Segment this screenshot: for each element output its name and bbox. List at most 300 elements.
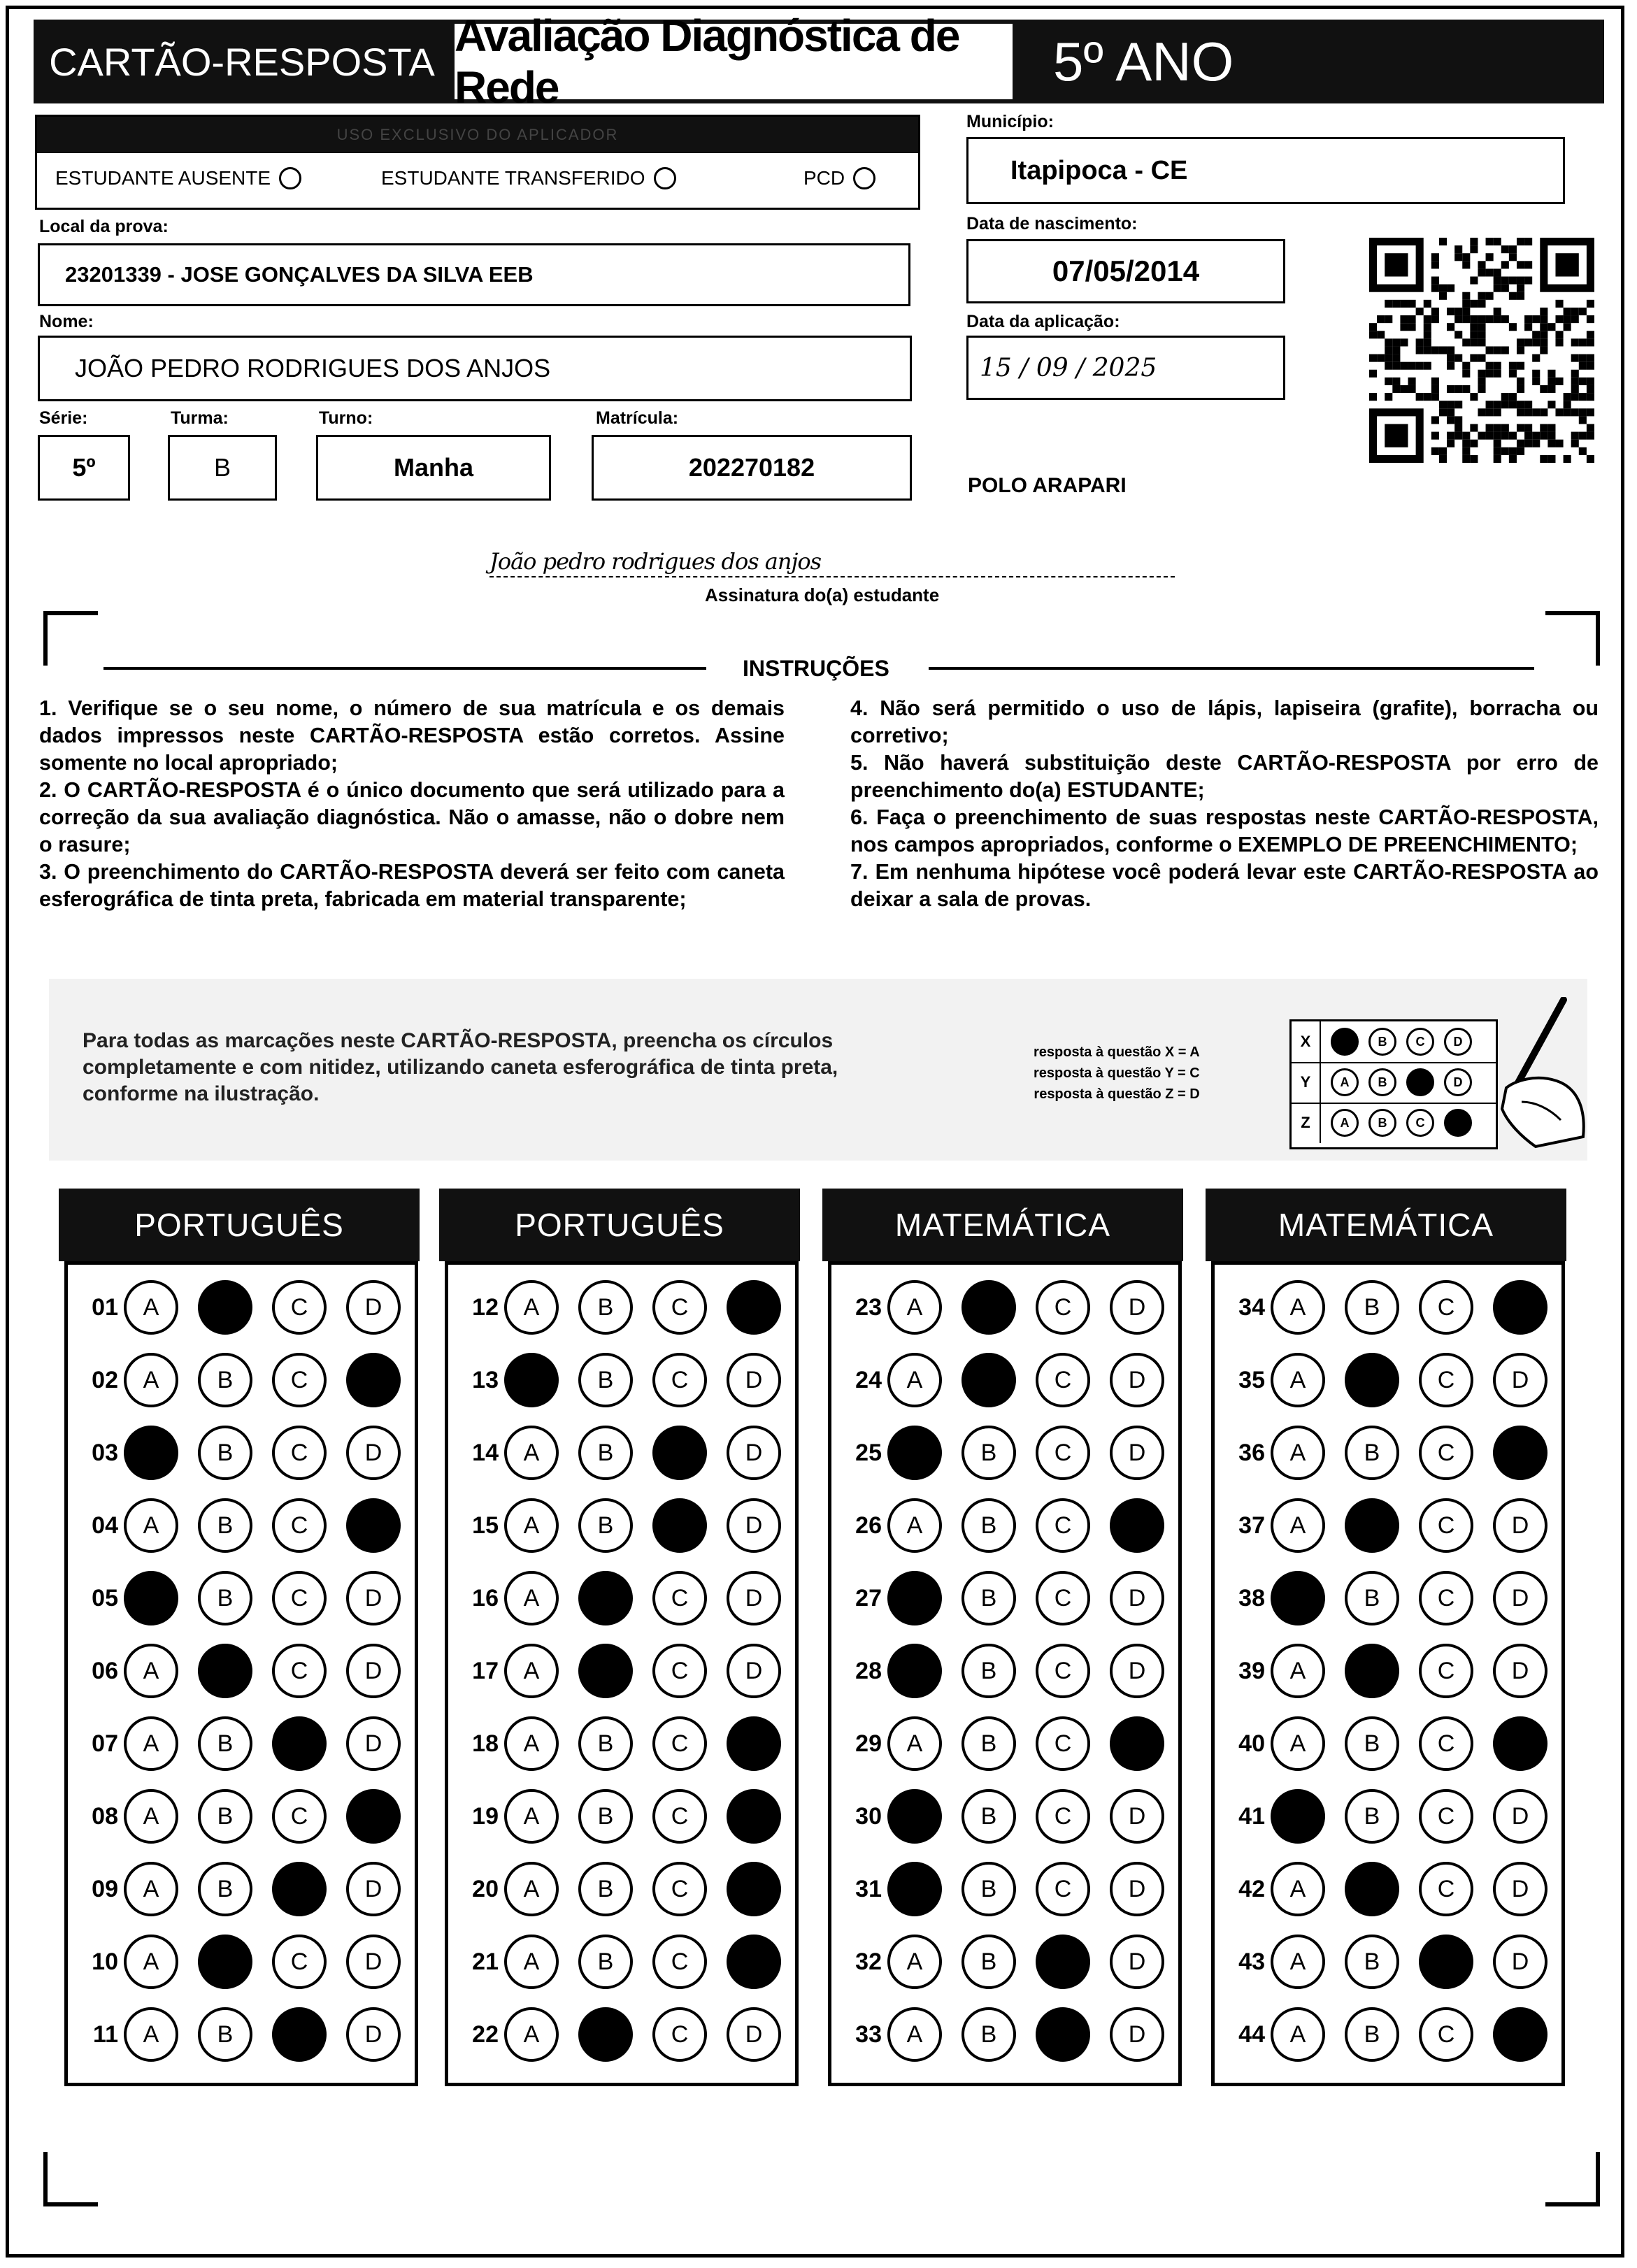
answer-bubble-d[interactable]: D xyxy=(1493,1862,1547,1916)
local-label: Local da prova: xyxy=(39,217,169,236)
question-row xyxy=(455,1639,801,1702)
signature-line[interactable] xyxy=(489,548,1175,577)
answer-bubble-d[interactable]: D xyxy=(727,1644,781,1698)
answer-bubble-a[interactable]: A xyxy=(504,1571,559,1625)
question-row xyxy=(75,2003,420,2066)
answer-bubble-a[interactable]: A xyxy=(504,1716,559,1771)
instructions-title: INSTRUÇÕES xyxy=(743,656,889,681)
answer-bubble-d[interactable]: D xyxy=(727,1426,781,1480)
legend-x: resposta à questão X = A xyxy=(1034,1045,1200,1060)
answer-bubble-c[interactable]: C xyxy=(1036,1716,1090,1771)
question-row xyxy=(838,1930,1184,1993)
answer-bubble-a[interactable]: A xyxy=(1271,1789,1325,1844)
answer-bubble-b[interactable]: B xyxy=(962,1426,1016,1480)
answer-bubble-a[interactable]: A xyxy=(504,1353,559,1407)
answer-bubble-a[interactable]: A xyxy=(504,1426,559,1480)
question-number: 43 xyxy=(1238,1948,1265,1975)
answer-bubble-b[interactable]: B xyxy=(578,1426,633,1480)
example-row xyxy=(1292,1021,1496,1063)
question-number: 26 xyxy=(855,1512,882,1539)
question-number: 03 xyxy=(92,1439,118,1466)
corner-mark xyxy=(43,2152,98,2206)
answer-bubble-d[interactable]: D xyxy=(346,1935,401,1989)
question-number: 27 xyxy=(855,1584,882,1612)
answer-bubble-b[interactable]: B xyxy=(578,1935,633,1989)
answer-bubble-c[interactable]: C xyxy=(1036,1644,1090,1698)
answer-bubble-b[interactable]: B xyxy=(198,2007,252,2062)
answer-bubble-a[interactable]: A xyxy=(1271,1498,1325,1553)
answer-bubble-b[interactable]: B xyxy=(578,1571,633,1625)
turno-value: Manha xyxy=(393,453,473,482)
answer-bubble-a[interactable]: A xyxy=(887,1716,942,1771)
question-number: 20 xyxy=(472,1875,499,1902)
answer-bubble-c[interactable]: C xyxy=(1419,1935,1473,1989)
question-row xyxy=(838,1421,1184,1484)
answer-bubble-a[interactable]: A xyxy=(1271,1426,1325,1480)
question-number: 28 xyxy=(855,1657,882,1684)
answer-bubble-d[interactable]: D xyxy=(1110,1862,1164,1916)
answer-bubble-c[interactable]: C xyxy=(1036,1862,1090,1916)
question-number: 35 xyxy=(1238,1366,1265,1393)
instruction-item: 2. O CARTÃO-RESPOSTA é o único documento que será utilizado para a correção da sua avaliação diagnóstica. Não o amasse, não o dobre nem o rasure; xyxy=(39,778,785,856)
answer-bubble-d[interactable]: D xyxy=(1110,1498,1164,1553)
answer-bubble-c[interactable]: C xyxy=(652,1353,707,1407)
answer-bubble-a[interactable]: A xyxy=(504,1280,559,1335)
answer-bubble-d[interactable]: D xyxy=(346,2007,401,2062)
answer-bubble-b[interactable]: B xyxy=(578,1862,633,1916)
answer-bubble-d[interactable]: D xyxy=(1493,1716,1547,1771)
answer-bubble-a[interactable]: A xyxy=(504,1498,559,1553)
answer-bubble-c[interactable]: C xyxy=(272,1862,327,1916)
answer-bubble-c[interactable]: C xyxy=(1036,1789,1090,1844)
answer-bubble-c[interactable]: C xyxy=(1419,1498,1473,1553)
answer-bubble-c[interactable]: C xyxy=(1036,1353,1090,1407)
answer-bubble-d[interactable]: D xyxy=(1110,1789,1164,1844)
question-number: 19 xyxy=(472,1802,499,1830)
answer-bubble-b[interactable]: B xyxy=(962,1716,1016,1771)
example-bubble: C xyxy=(1406,1109,1434,1137)
answer-bubble-b[interactable]: B xyxy=(198,1862,252,1916)
transferred-bubble[interactable] xyxy=(654,167,676,189)
answer-bubble-c[interactable]: C xyxy=(1036,1426,1090,1480)
answer-bubble-d[interactable]: D xyxy=(346,1353,401,1407)
answer-bubble-b[interactable]: B xyxy=(198,1716,252,1771)
question-row xyxy=(75,1712,420,1775)
answer-bubble-c[interactable]: C xyxy=(272,1644,327,1698)
pcd-option[interactable] xyxy=(803,167,875,189)
answer-bubble-c[interactable]: C xyxy=(272,1280,327,1335)
answer-bubble-b[interactable]: B xyxy=(578,1789,633,1844)
answer-bubble-b[interactable]: B xyxy=(1345,1280,1399,1335)
answer-bubble-d[interactable]: D xyxy=(727,1716,781,1771)
turma-label: Turma: xyxy=(171,408,229,428)
answer-bubble-a[interactable]: A xyxy=(504,2007,559,2062)
instruction-item: 5. Não haverá substituição deste CARTÃO-RESPOSTA por erro de preenchimento do(a) ESTUDANTE; xyxy=(850,751,1599,802)
answer-bubble-c[interactable]: C xyxy=(1036,1280,1090,1335)
answer-bubble-a[interactable]: A xyxy=(887,1644,942,1698)
question-row xyxy=(838,1639,1184,1702)
question-number: 14 xyxy=(472,1439,499,1466)
answer-bubble-a[interactable]: A xyxy=(124,1498,178,1553)
question-number: 33 xyxy=(855,2021,882,2048)
answer-bubble-a[interactable]: A xyxy=(124,1280,178,1335)
answer-bubble-a[interactable]: A xyxy=(1271,1353,1325,1407)
nascimento-field xyxy=(966,239,1285,303)
answer-bubble-c[interactable]: C xyxy=(652,1716,707,1771)
serie-field xyxy=(38,435,130,501)
answer-bubble-c[interactable]: C xyxy=(272,1353,327,1407)
answer-bubble-a[interactable]: A xyxy=(887,2007,942,2062)
answer-bubble-c[interactable]: C xyxy=(1419,1426,1473,1480)
answer-bubble-b[interactable]: B xyxy=(198,1789,252,1844)
answer-bubble-d[interactable]: D xyxy=(1110,1280,1164,1335)
question-number: 25 xyxy=(855,1439,882,1466)
answer-bubble-d[interactable]: D xyxy=(346,1280,401,1335)
answer-bubble-d[interactable]: D xyxy=(727,1862,781,1916)
example-bubble: B xyxy=(1368,1028,1396,1056)
serie-label: Série: xyxy=(39,408,88,428)
answer-bubble-b[interactable]: B xyxy=(198,1280,252,1335)
answer-bubble-a[interactable]: A xyxy=(1271,1862,1325,1916)
pcd-bubble[interactable] xyxy=(853,167,875,189)
fill-example-text: Para todas as marcações neste CARTÃO-RESPOSTA, preencha os círculos completamente e com nitidez, utilizando caneta esferográfica de tinta preta, conforme na ilustração. xyxy=(83,1029,838,1105)
question-row xyxy=(455,1421,801,1484)
answer-bubble-c[interactable]: C xyxy=(272,1426,327,1480)
answer-bubble-b[interactable]: B xyxy=(1345,1716,1399,1771)
answer-bubble-c[interactable]: C xyxy=(272,1935,327,1989)
answer-bubble-a[interactable]: A xyxy=(887,1498,942,1553)
example-row-label: Z xyxy=(1292,1103,1321,1143)
answer-bubble-d[interactable]: D xyxy=(1493,1353,1547,1407)
question-row xyxy=(1222,1349,1567,1412)
answer-bubble-b[interactable]: B xyxy=(962,1935,1016,1989)
question-row xyxy=(455,1930,801,1993)
answer-bubble-c[interactable]: C xyxy=(1419,1280,1473,1335)
question-number: 07 xyxy=(92,1730,118,1757)
answer-bubble-c[interactable]: C xyxy=(272,1571,327,1625)
answer-bubble-c[interactable]: C xyxy=(1419,1644,1473,1698)
answer-bubble-b[interactable]: B xyxy=(578,1716,633,1771)
question-number: 21 xyxy=(472,1948,499,1975)
answer-bubble-c[interactable]: C xyxy=(652,1644,707,1698)
answer-bubble-a[interactable]: A xyxy=(124,2007,178,2062)
absent-bubble[interactable] xyxy=(279,167,301,189)
example-row xyxy=(1292,1103,1496,1143)
legend-z: resposta à questão Z = D xyxy=(1034,1086,1200,1102)
question-row xyxy=(455,1567,801,1630)
answer-bubble-a[interactable]: A xyxy=(504,1644,559,1698)
question-number: 29 xyxy=(855,1730,882,1757)
municipio-label: Município: xyxy=(966,112,1054,131)
answer-bubble-d[interactable]: D xyxy=(1110,1716,1164,1771)
answer-bubble-d[interactable]: D xyxy=(1493,1426,1547,1480)
answer-bubble-d[interactable]: D xyxy=(346,1498,401,1553)
question-row xyxy=(838,2003,1184,2066)
grade-title: 5º ANO xyxy=(1017,20,1604,103)
answer-bubble-c[interactable]: C xyxy=(652,1789,707,1844)
example-bubble: D xyxy=(1444,1109,1472,1137)
answer-bubble-b[interactable]: B xyxy=(1345,1571,1399,1625)
answer-bubble-b[interactable]: B xyxy=(578,1280,633,1335)
answer-bubble-a[interactable]: A xyxy=(504,1935,559,1989)
question-row xyxy=(75,1858,420,1921)
answer-bubble-d[interactable]: D xyxy=(346,1571,401,1625)
card-title: CARTÃO-RESPOSTA xyxy=(34,20,450,103)
answer-bubble-b[interactable]: B xyxy=(1345,1789,1399,1844)
answer-bubble-c[interactable]: C xyxy=(272,2007,327,2062)
question-number: 01 xyxy=(92,1293,118,1321)
question-row xyxy=(75,1421,420,1484)
question-row xyxy=(455,1858,801,1921)
answer-bubble-a[interactable]: A xyxy=(887,1353,942,1407)
question-row xyxy=(75,1349,420,1412)
answer-bubble-a[interactable]: A xyxy=(887,1935,942,1989)
answer-bubble-a[interactable]: A xyxy=(124,1426,178,1480)
answer-bubble-b[interactable]: B xyxy=(1345,1862,1399,1916)
answer-bubble-d[interactable]: D xyxy=(727,1498,781,1553)
local-field xyxy=(38,243,910,306)
question-row xyxy=(838,1349,1184,1412)
question-number: 10 xyxy=(92,1948,118,1975)
answer-bubble-a[interactable]: A xyxy=(887,1789,942,1844)
answer-bubble-b[interactable]: B xyxy=(198,1498,252,1553)
answer-bubble-c[interactable]: C xyxy=(1036,1571,1090,1625)
aplicacao-field[interactable] xyxy=(966,336,1285,400)
question-row xyxy=(838,1858,1184,1921)
answer-bubble-d[interactable]: D xyxy=(346,1716,401,1771)
answer-bubble-c[interactable]: C xyxy=(1036,2007,1090,2062)
matricula-label: Matrícula: xyxy=(596,408,679,428)
answer-bubble-a[interactable]: A xyxy=(1271,1644,1325,1698)
answer-bubble-b[interactable]: B xyxy=(962,2007,1016,2062)
example-bubble: A xyxy=(1331,1068,1359,1096)
answer-bubble-d[interactable]: D xyxy=(727,1571,781,1625)
answer-bubble-d[interactable]: D xyxy=(1110,1426,1164,1480)
answer-bubble-d[interactable]: D xyxy=(727,1280,781,1335)
question-number: 04 xyxy=(92,1512,118,1539)
answer-bubble-d[interactable]: D xyxy=(1493,1571,1547,1625)
answer-bubble-c[interactable]: C xyxy=(1036,1935,1090,1989)
question-row xyxy=(75,1930,420,1993)
question-row xyxy=(75,1785,420,1848)
subject-header: PORTUGUÊS xyxy=(439,1189,800,1261)
answer-bubble-a[interactable]: A xyxy=(124,1789,178,1844)
answer-bubble-a[interactable]: A xyxy=(887,1280,942,1335)
question-number: 36 xyxy=(1238,1439,1265,1466)
question-number: 38 xyxy=(1238,1584,1265,1612)
example-bubble: B xyxy=(1368,1068,1396,1096)
answer-bubble-c[interactable]: C xyxy=(652,1935,707,1989)
answer-bubble-d[interactable]: D xyxy=(727,2007,781,2062)
local-value: 23201339 - JOSE GONÇALVES DA SILVA EEB xyxy=(65,262,534,287)
answer-bubble-b[interactable]: B xyxy=(198,1353,252,1407)
answer-bubble-c[interactable]: C xyxy=(652,1571,707,1625)
instruction-item: 3. O preenchimento do CARTÃO-RESPOSTA deverá ser feito com caneta esferográfica de tinta preta, fabricada em material transparente; xyxy=(39,860,785,911)
answer-bubble-c[interactable]: C xyxy=(652,1862,707,1916)
answer-bubble-a[interactable]: A xyxy=(887,1862,942,1916)
answer-bubble-d[interactable]: D xyxy=(1493,1789,1547,1844)
question-row xyxy=(838,1712,1184,1775)
answer-bubble-d[interactable]: D xyxy=(727,1353,781,1407)
question-number: 09 xyxy=(92,1875,118,1902)
question-number: 39 xyxy=(1238,1657,1265,1684)
example-row-label: Y xyxy=(1292,1062,1321,1103)
legend-y: resposta à questão Y = C xyxy=(1034,1065,1200,1081)
answer-bubble-d[interactable]: D xyxy=(1493,1644,1547,1698)
subject-header: PORTUGUÊS xyxy=(59,1189,420,1261)
nome-field xyxy=(38,336,912,401)
instruction-item: 1. Verifique se o seu nome, o número de sua matrícula e os demais dados impressos neste CARTÃO-RESPOSTA estão corretos. Assine somente no local apropriado; xyxy=(39,696,785,775)
answer-bubble-b[interactable]: B xyxy=(1345,2007,1399,2062)
answer-bubble-a[interactable]: A xyxy=(124,1716,178,1771)
answer-bubble-b[interactable]: B xyxy=(962,1498,1016,1553)
divider xyxy=(929,667,1534,670)
qr-code xyxy=(1369,238,1594,463)
answer-bubble-d[interactable]: D xyxy=(346,1789,401,1844)
answer-bubble-b[interactable]: B xyxy=(962,1353,1016,1407)
answer-bubble-a[interactable]: A xyxy=(124,1862,178,1916)
instruction-item: 4. Não será permitido o uso de lápis, lapiseira (grafite), borracha ou corretivo; xyxy=(850,696,1599,747)
answer-bubble-b[interactable]: B xyxy=(198,1644,252,1698)
instructions-right xyxy=(850,695,1599,913)
answer-bubble-c[interactable]: C xyxy=(652,2007,707,2062)
answer-bubble-d[interactable]: D xyxy=(727,1935,781,1989)
nome-value: JOÃO PEDRO RODRIGUES DOS ANJOS xyxy=(75,354,551,382)
answer-bubble-b[interactable]: B xyxy=(1345,1644,1399,1698)
answer-bubble-b[interactable]: B xyxy=(578,1353,633,1407)
aplicacao-label: Data da aplicação: xyxy=(966,312,1120,331)
answer-bubble-a[interactable]: A xyxy=(124,1353,178,1407)
answer-bubble-b[interactable]: B xyxy=(198,1426,252,1480)
pen-hand-icon xyxy=(1494,997,1592,1158)
example-bubble: A xyxy=(1331,1109,1359,1137)
absent-option[interactable] xyxy=(55,167,301,189)
question-row xyxy=(1222,1930,1567,1993)
question-row xyxy=(455,2003,801,2066)
answer-bubble-d[interactable]: D xyxy=(1110,1935,1164,1989)
transferred-option[interactable] xyxy=(381,167,676,189)
answer-bubble-b[interactable]: B xyxy=(962,1644,1016,1698)
answer-bubble-b[interactable]: B xyxy=(198,1571,252,1625)
question-row xyxy=(455,1712,801,1775)
serie-value: 5º xyxy=(72,453,96,482)
answer-panel xyxy=(828,1261,1182,2086)
answer-bubble-c[interactable]: C xyxy=(652,1498,707,1553)
polo-label: POLO ARAPARI xyxy=(968,474,1127,497)
answer-bubble-d[interactable]: D xyxy=(346,1426,401,1480)
answer-panel xyxy=(1211,1261,1565,2086)
answer-bubble-d[interactable]: D xyxy=(1110,1571,1164,1625)
answer-bubble-a[interactable]: A xyxy=(887,1571,942,1625)
answer-bubble-a[interactable]: A xyxy=(1271,1280,1325,1335)
nome-label: Nome: xyxy=(39,312,94,331)
question-number: 30 xyxy=(855,1802,882,1830)
answer-bubble-b[interactable]: B xyxy=(578,1644,633,1698)
example-row xyxy=(1292,1062,1496,1104)
question-number: 22 xyxy=(472,2021,499,2048)
example-bubble: C xyxy=(1406,1068,1434,1096)
answer-bubble-b[interactable]: B xyxy=(1345,1498,1399,1553)
instructions-left xyxy=(39,695,785,913)
answer-bubble-d[interactable]: D xyxy=(1493,2007,1547,2062)
answer-bubble-b[interactable]: B xyxy=(962,1571,1016,1625)
answer-bubble-d[interactable]: D xyxy=(1493,1280,1547,1335)
answer-bubble-b[interactable]: B xyxy=(198,1935,252,1989)
answer-bubble-d[interactable]: D xyxy=(1110,2007,1164,2062)
answer-bubble-b[interactable]: B xyxy=(1345,1426,1399,1480)
answer-bubble-c[interactable]: C xyxy=(1419,1716,1473,1771)
instruction-item: 7. Em nenhuma hipótese você poderá levar este CARTÃO-RESPOSTA ao deixar a sala de provas. xyxy=(850,860,1599,911)
answer-bubble-b[interactable]: B xyxy=(1345,1353,1399,1407)
answer-bubble-a[interactable]: A xyxy=(887,1426,942,1480)
example-bubble: B xyxy=(1368,1109,1396,1137)
question-row xyxy=(75,1567,420,1630)
answer-bubble-a[interactable]: A xyxy=(124,1935,178,1989)
answer-bubble-c[interactable]: C xyxy=(272,1716,327,1771)
answer-bubble-c[interactable]: C xyxy=(1419,1571,1473,1625)
question-row xyxy=(838,1276,1184,1339)
answer-bubble-a[interactable]: A xyxy=(504,1862,559,1916)
answer-bubble-d[interactable]: D xyxy=(1110,1353,1164,1407)
question-number: 44 xyxy=(1238,2021,1265,2048)
answer-bubble-b[interactable]: B xyxy=(578,2007,633,2062)
answer-bubble-d[interactable]: D xyxy=(1493,1498,1547,1553)
nascimento-value: 07/05/2014 xyxy=(1052,254,1200,287)
answer-bubble-d[interactable]: D xyxy=(1493,1935,1547,1989)
answer-bubble-c[interactable]: C xyxy=(1419,1862,1473,1916)
nascimento-label: Data de nascimento: xyxy=(966,214,1138,234)
answer-bubble-c[interactable]: C xyxy=(652,1280,707,1335)
answer-panel xyxy=(64,1261,418,2086)
answer-bubble-b[interactable]: B xyxy=(1345,1935,1399,1989)
instruction-item: 6. Faça o preenchimento de suas respostas neste CARTÃO-RESPOSTA, nos campos apropriados, conforme o EXEMPLO DE PREENCHIMENTO; xyxy=(850,805,1599,856)
question-row xyxy=(1222,1567,1567,1630)
aplicacao-value: 15 / 09 / 2025 xyxy=(980,353,1157,382)
answer-bubble-a[interactable]: A xyxy=(124,1644,178,1698)
answer-bubble-a[interactable]: A xyxy=(504,1789,559,1844)
answer-bubble-b[interactable]: B xyxy=(962,1862,1016,1916)
answer-bubble-a[interactable]: A xyxy=(124,1571,178,1625)
answer-bubble-a[interactable]: A xyxy=(1271,1571,1325,1625)
question-row xyxy=(455,1276,801,1339)
question-number: 08 xyxy=(92,1802,118,1830)
answer-bubble-b[interactable]: B xyxy=(962,1280,1016,1335)
answer-bubble-c[interactable]: C xyxy=(272,1498,327,1553)
question-number: 41 xyxy=(1238,1802,1265,1830)
question-number: 17 xyxy=(472,1657,499,1684)
answer-bubble-c[interactable]: C xyxy=(272,1789,327,1844)
answer-bubble-a[interactable]: A xyxy=(1271,1935,1325,1989)
answer-bubble-b[interactable]: B xyxy=(962,1789,1016,1844)
answer-bubble-c[interactable]: C xyxy=(1419,1789,1473,1844)
turma-value: B xyxy=(213,453,231,482)
answer-bubble-a[interactable]: A xyxy=(1271,2007,1325,2062)
answer-bubble-c[interactable]: C xyxy=(1419,2007,1473,2062)
answer-bubble-d[interactable]: D xyxy=(346,1862,401,1916)
answer-bubble-d[interactable]: D xyxy=(1110,1644,1164,1698)
answer-bubble-c[interactable]: C xyxy=(1419,1353,1473,1407)
divider xyxy=(103,667,706,670)
answer-bubble-d[interactable]: D xyxy=(727,1789,781,1844)
question-row xyxy=(838,1494,1184,1557)
answer-bubble-b[interactable]: B xyxy=(578,1498,633,1553)
answer-bubble-d[interactable]: D xyxy=(346,1644,401,1698)
question-number: 42 xyxy=(1238,1875,1265,1902)
answer-bubble-a[interactable]: A xyxy=(1271,1716,1325,1771)
example-bubble: D xyxy=(1444,1028,1472,1056)
answer-bubble-c[interactable]: C xyxy=(1036,1498,1090,1553)
answer-bubble-c[interactable]: C xyxy=(652,1426,707,1480)
